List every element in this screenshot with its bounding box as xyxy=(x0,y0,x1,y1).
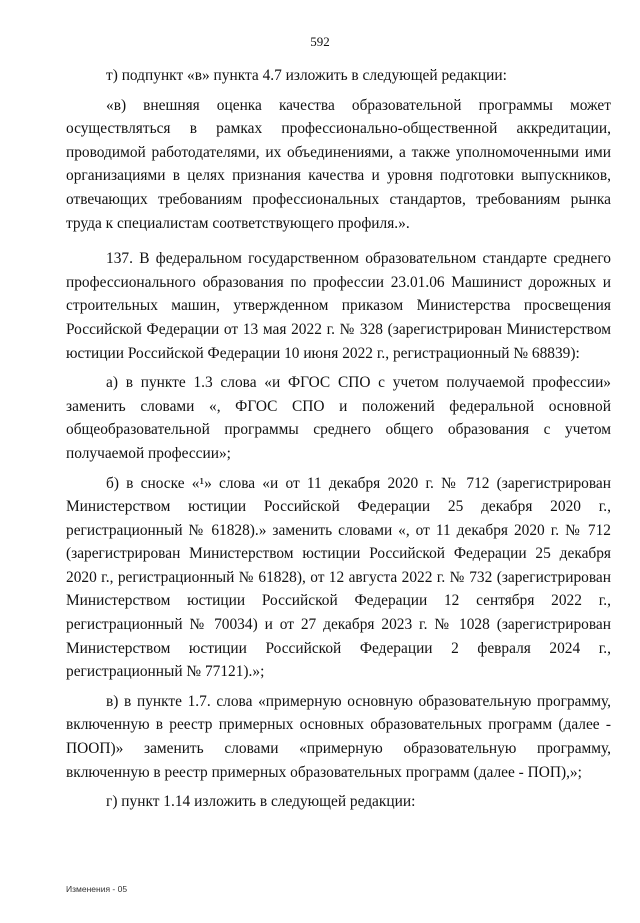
paragraph-b: б) в сноске «¹» слова «и от 11 декабря 2020 г. № 712 (зарегистрирован Министерством юстиции Российской Федерации 25 декабря 2020 г., регистрационный № 61828).» заменить словами «, от 11 декабря 2020 г. № 712 (зарегистрирован Министерством юстиции Российской Федерации 25 декабря 2020 г., регистрационный № 61828), от 12 августа 2022 г. № 732 (зарегистрирован Министерством юстиции Российской Федерации 12 сентября 2022 г., регистрационный № 70034) и от 27 декабря 2023 г. № 1028 (зарегистрирован Министерством юстиции Российской Федерации 2 февраля 2024 г., регистрационный № 77121).»; xyxy=(66,474,611,681)
paragraph-v: в) в пункте 1.7. слова «примерную основную образовательную программу, включенную в реестр примерных основных образовательных программ (далее - ПООП)» заменить словами «примерную образовательную программу, включенную в реестр примерных образовательных программ (далее - ПОП),»; xyxy=(66,692,611,781)
paragraph-a: а) в пункте 1.3 слова «и ФГОС СПО с учетом получаемой профессии» заменить словами «, ФГОС СПО и положений федеральной основной общеобразовательной программы среднего общего образования с учетом получаемой профессии»; xyxy=(66,374,611,462)
page-number: 592 xyxy=(310,34,330,49)
paragraph-t: т) подпункт «в» пункта 4.7 изложить в следующей редакции: xyxy=(106,67,507,84)
paragraph-g: г) пункт 1.14 изложить в следующей редакции: xyxy=(106,793,416,811)
paragraph-v-quote: «в) внешняя оценка качества образовательной программы может осуществляться в рамках профессионально-общественной аккредитации, проводимой работодателями, их объединениями, а также уполномоченными ими организациями в целях признания качества и уровня подготовки выпускников, отвечающих требованиям профессиональных стандартов, требованиям рынка труда к специалистам соответствующего профиля.». xyxy=(66,96,611,232)
document-body xyxy=(66,64,611,814)
paragraph-137: 137. В федеральном государственном образовательном стандарте среднего профессионального образования по профессии 23.01.06 Машинист дорожных и строительных машин, утвержденном приказом Министерства просвещения Российской Федерации от 13 мая 2022 г. № 328 (зарегистрирован Министерством юстиции Российской Федерации 10 июня 2022 г., регистрационный № 68839): xyxy=(66,250,611,362)
footer-label: Изменения - 05 xyxy=(66,884,128,894)
